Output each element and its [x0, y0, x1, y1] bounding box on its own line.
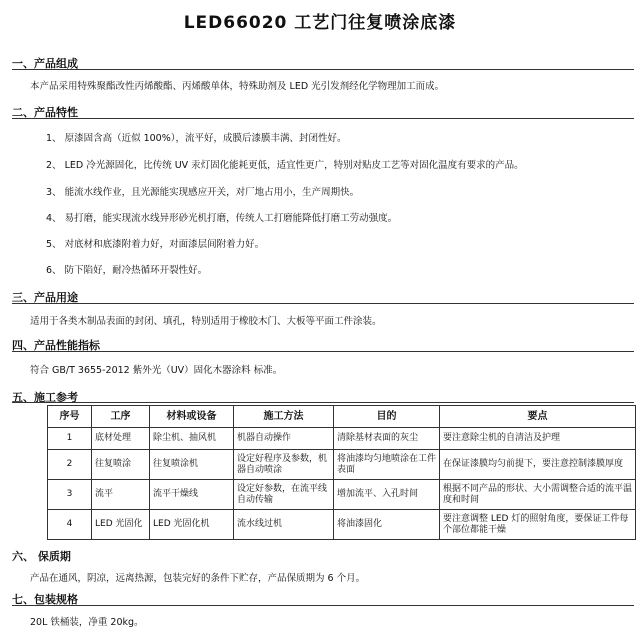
- table-row: [48, 510, 636, 540]
- column-header: 工序: [92, 406, 150, 428]
- table-cell: 流平干燥线: [150, 480, 234, 510]
- composition-text: 本产品采用特殊聚酯改性丙烯酸酯、丙烯酸单体，特殊助剂及 LED 光引发剂经化学物理加工而成。: [30, 81, 445, 92]
- table-cell: LED 光固化: [92, 510, 150, 540]
- section-heading-packaging: 七、包装规格: [12, 593, 78, 606]
- section-heading-shelf-life: 六、 保质期: [12, 550, 71, 563]
- table-cell: 流水线过机: [234, 510, 334, 540]
- property-item: 2、 LED 冷光源固化，比传统 UV 汞灯固化能耗更低，适宜性更广，特别对贴皮工艺等对固化温度有要求的产品。: [46, 160, 524, 171]
- table-row: [48, 450, 636, 480]
- property-item: 3、 能流水线作业，且光源能实现感应开关，对厂地占用小，生产周期快。: [46, 187, 360, 198]
- table-cell: 2: [48, 450, 92, 480]
- column-header: 目的: [334, 406, 440, 428]
- table-cell: 往复喷涂: [92, 450, 150, 480]
- section-heading-properties: 二、产品特性: [12, 106, 78, 119]
- property-item: 5、 对底材和底漆附着力好，对面漆层间附着力好。: [46, 239, 265, 250]
- packaging-text: 20L 铁桶装，净重 20kg。: [30, 617, 144, 628]
- table-cell: 4: [48, 510, 92, 540]
- usage-text: 适用于各类木制品表面的封闭、填孔，特别适用于橡胶木门、大板等平面工件涂装。: [30, 316, 382, 327]
- section-heading-usage: 三、产品用途: [12, 291, 78, 304]
- table-cell: 机器自动操作: [234, 428, 334, 450]
- specs-text: 符合 GB/T 3655-2012 紫外光（UV）固化木器涂料 标准。: [30, 365, 283, 376]
- section-heading-specs: 四、产品性能指标: [12, 339, 100, 352]
- section-divider: [12, 69, 634, 70]
- column-header: 要点: [440, 406, 636, 428]
- table-cell: 往复喷涂机: [150, 450, 234, 480]
- document-title: LED66020 工艺门往复喷涂底漆: [183, 13, 457, 33]
- table-cell: LED 光固化机: [150, 510, 234, 540]
- table-cell: 3: [48, 480, 92, 510]
- section-divider: [12, 303, 634, 304]
- table-cell: 要注意除尘机的自清洁及护理: [440, 428, 636, 450]
- column-header: 序号: [48, 406, 92, 428]
- section-divider: [12, 605, 634, 606]
- column-header: 施工方法: [234, 406, 334, 428]
- table-cell: 流平: [92, 480, 150, 510]
- property-item: 4、 易打磨，能实现流水线异形砂光机打磨，传统人工打磨能降低打磨工劳动强度。: [46, 213, 398, 224]
- table-cell: 底材处理: [92, 428, 150, 450]
- table-cell: 将油漆均匀地喷涂在工件表面: [334, 450, 440, 480]
- table-cell: 要注意调整 LED 灯的照射角度，要保证工件每个部位都能干燥: [440, 510, 636, 540]
- property-item: 6、 防下陷好，耐冷热循环开裂性好。: [46, 265, 208, 276]
- table-cell: 根据不同产品的形状、大小需调整合适的流平温度和时间: [440, 480, 636, 510]
- section-divider: [12, 351, 634, 352]
- section-heading-composition: 一、产品组成: [12, 57, 78, 70]
- table-cell: 增加流平、入孔时间: [334, 480, 440, 510]
- section-divider: [12, 402, 634, 403]
- table-cell: 在保证漆膜均匀前提下，要注意控制漆膜厚度: [440, 450, 636, 480]
- table-cell: 设定好程序及参数，机器自动喷涂: [234, 450, 334, 480]
- column-header: 材料或设备: [150, 406, 234, 428]
- table-cell: 清除基材表面的灰尘: [334, 428, 440, 450]
- section-heading-application: 五、施工参考: [12, 391, 78, 404]
- table-row: [48, 428, 636, 450]
- table-cell: 将油漆固化: [334, 510, 440, 540]
- property-item: 1、 原漆固含高（近似 100%），流平好，成膜后漆膜丰满、封闭性好。: [46, 133, 347, 144]
- table-header-row: [48, 406, 636, 428]
- table-row: [48, 480, 636, 510]
- shelf-life-text: 产品在通风，阴凉，远离热源，包装完好的条件下贮存，产品保质期为 6 个月。: [30, 573, 366, 584]
- section-divider: [12, 118, 634, 119]
- application-table: [47, 405, 636, 540]
- table-cell: 设定好参数，在流平线自动传输: [234, 480, 334, 510]
- table-cell: 除尘机、抽风机: [150, 428, 234, 450]
- table-cell: 1: [48, 428, 92, 450]
